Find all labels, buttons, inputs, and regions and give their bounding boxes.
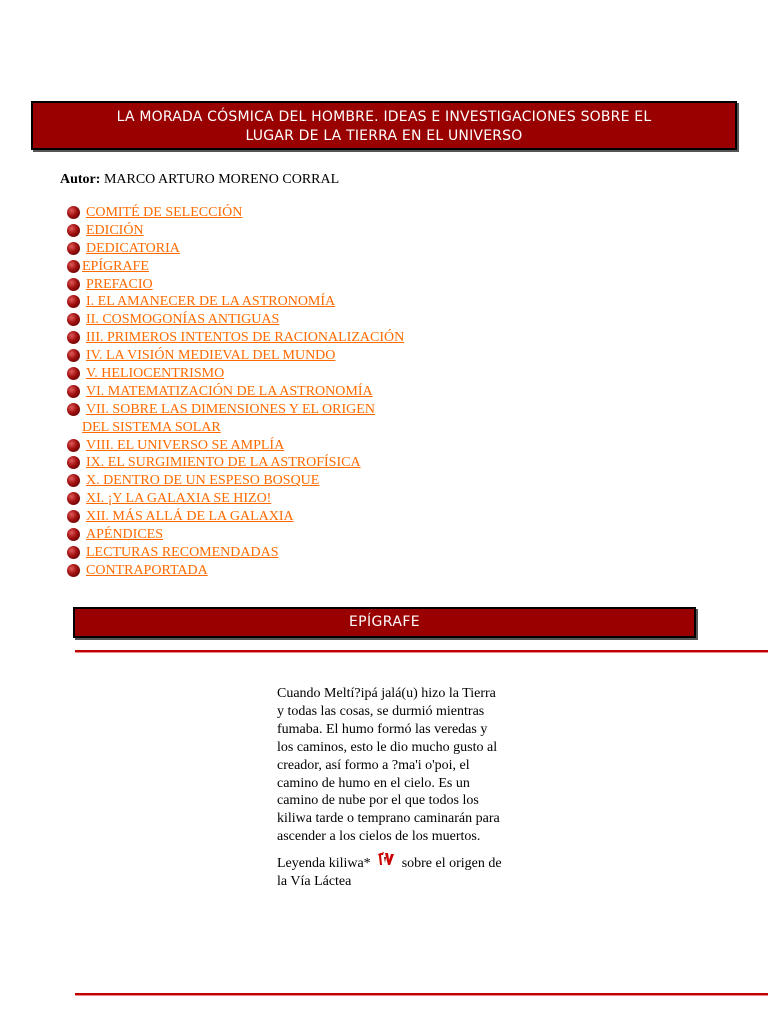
epigraph-block [277, 685, 502, 891]
page-title-line-2: LUGAR DE LA TIERRA EN EL UNIVERSO [245, 128, 523, 144]
toc-link-cap-12[interactable]: XII. MÁS ALLÁ DE LA GALAXIA [86, 509, 294, 525]
toc-link-cap-1[interactable]: I. EL AMANECER DE LA ASTRONOMÍA [86, 294, 336, 310]
toc-link-cap-7-line-2: DEL SISTEMA SOLAR [82, 419, 221, 435]
table-of-contents [66, 204, 426, 580]
toc-link-cap-5[interactable]: V. HELIOCENTRISMO [86, 366, 225, 382]
toc-link-edicion[interactable]: EDICIÓN [86, 222, 144, 238]
toc-link-cap-4[interactable]: IV. LA VISIÓN MEDIEVAL DEL MUNDO [86, 348, 336, 364]
toc-item [66, 222, 426, 240]
author-name: MARCO ARTURO MORENO CORRAL [103, 172, 340, 187]
toc-link-cap-8[interactable]: VIII. EL UNIVERSO SE AMPLÍA [86, 437, 285, 453]
toc-link-contraportada[interactable]: CONTRAPORTADA [86, 562, 208, 578]
toc-link-comite[interactable]: COMITÉ DE SELECCIÓN [86, 205, 243, 220]
toc-item [66, 490, 426, 508]
toc-item [66, 293, 426, 311]
toc-link-cap-2[interactable]: II. COSMOGONÍAS ANTIGUAS [86, 312, 280, 328]
bullet-icon [67, 313, 80, 326]
toc-item [66, 472, 426, 490]
toc-link-lecturas[interactable]: LECTURAS RECOMENDADAS [86, 544, 279, 560]
toc-link-cap-7-line-1: VII. SOBRE LAS DIMENSIONES Y EL ORIGEN [86, 401, 375, 417]
bullet-icon [67, 367, 80, 380]
bullet-icon [67, 439, 80, 452]
section-title: EPÍGRAFE [348, 614, 421, 630]
toc-link-cap-7[interactable] [82, 401, 426, 437]
bullet-icon [67, 349, 80, 362]
toc-item [66, 365, 426, 383]
bullet-icon [67, 403, 80, 416]
bullet-icon [67, 492, 80, 505]
toc-link-cap-9[interactable]: IX. EL SURGIMIENTO DE LA ASTROFÍSICA [86, 455, 361, 471]
toc-item [66, 258, 426, 276]
bullet-icon [67, 564, 80, 577]
epigraph-source-start: Leyenda kiliwa* [277, 856, 371, 872]
toc-item [66, 276, 426, 294]
divider-top [75, 650, 768, 652]
bullet-icon [67, 224, 80, 237]
toc-item [66, 329, 426, 347]
page-title-banner [31, 101, 737, 150]
bullet-icon [67, 295, 80, 308]
section-title-banner [73, 607, 696, 638]
bullet-icon [67, 528, 80, 541]
toc-link-cap-3[interactable]: III. PRIMEROS INTENTOS DE RACIONALIZACIÓN [86, 330, 405, 346]
bullet-icon [67, 546, 80, 559]
bullet-icon [67, 242, 80, 255]
toc-link-cap-6[interactable]: VI. MATEMATIZACIÓN DE LA ASTRONOMÍA [86, 383, 373, 399]
bullet-icon [67, 474, 80, 487]
bullet-icon [67, 510, 80, 523]
toc-item [66, 401, 426, 437]
toc-link-cap-11[interactable]: XI. ¡Y LA GALAXIA SE HIZO! [86, 491, 272, 507]
toc-link-prefacio[interactable]: PREFACIO [86, 276, 153, 292]
epigraph-text: Cuando Meltí?ipá jalá(u) hizo la Tierra y todas las cosas, se durmió mientras fumaba. El humo formó las veredas y los caminos, esto le dio mucho gusto al creador, así formo a ?ma'i o'poi, el camino de humo en el cielo. Es un camino de nube por el que todos los kiliwa tarde o temprano caminarán para ascender a los cielos de los muertos. [277, 686, 500, 845]
toc-item [66, 544, 426, 562]
toc-item [66, 383, 426, 401]
toc-link-epigrafe[interactable]: EPÍGRAFE [82, 258, 149, 274]
epigraph-source-end: sobre el origen de la Vía Láctea [277, 856, 502, 890]
toc-item [66, 204, 426, 222]
bullet-icon [67, 385, 80, 398]
author-label: Autor: [60, 172, 101, 187]
toc-item [66, 526, 426, 544]
bullet-icon [67, 278, 80, 291]
footnote-icon[interactable] [376, 851, 396, 869]
toc-item [66, 347, 426, 365]
toc-item [66, 240, 426, 258]
toc-item [66, 454, 426, 472]
toc-link-apendices[interactable]: APÉNDICES [86, 527, 164, 543]
toc-item [66, 562, 426, 580]
toc-item [66, 311, 426, 329]
epigraph-source [277, 851, 502, 891]
toc-link-cap-10[interactable]: X. DENTRO DE UN ESPESO BOSQUE [86, 473, 320, 489]
page-title-line-1: LA MORADA CÓSMICA DEL HOMBRE. IDEAS E INVESTIGACIONES SOBRE EL [116, 109, 652, 125]
divider-bottom [75, 993, 768, 995]
bullet-icon [67, 331, 80, 344]
toc-item [66, 508, 426, 526]
toc-link-dedicatoria[interactable]: DEDICATORIA [86, 240, 180, 256]
bullet-icon [67, 260, 80, 273]
author-line [60, 172, 339, 188]
bullet-icon [67, 206, 80, 219]
bullet-icon [67, 456, 80, 469]
toc-item [66, 437, 426, 455]
